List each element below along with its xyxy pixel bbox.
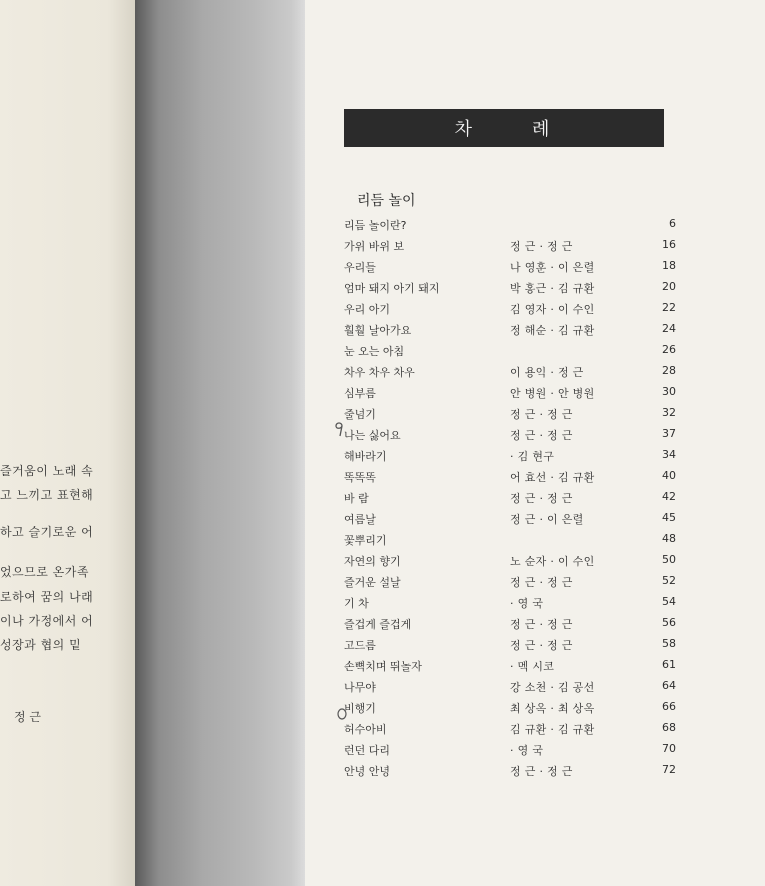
toc-title: 나무야 xyxy=(344,681,376,694)
toc-page: 22 xyxy=(662,301,676,314)
toc-title: 안녕 안녕 xyxy=(344,765,391,778)
toc-page: 42 xyxy=(662,490,676,503)
left-text-line-6: 이나 가정에서 어 xyxy=(0,614,94,628)
toc-authors: 안 병원 · 안 병원 xyxy=(510,387,595,400)
toc-title: 줄넘기 xyxy=(344,408,376,421)
toc-title: 똑똑똑 xyxy=(344,471,376,484)
book-gutter xyxy=(135,0,305,886)
toc-page: 20 xyxy=(662,280,676,293)
toc-authors: 이 용익 · 정 근 xyxy=(510,366,584,379)
toc-page: 26 xyxy=(662,343,676,356)
toc-page: 16 xyxy=(662,238,676,251)
handwritten-circle-mark xyxy=(337,708,347,720)
toc-authors: · 김 현구 xyxy=(510,450,555,463)
toc-page: 66 xyxy=(662,700,676,713)
left-signature: 정 근 xyxy=(14,710,41,724)
handwritten-mark-9 xyxy=(333,421,345,437)
toc-page: 30 xyxy=(662,385,676,398)
toc-page: 34 xyxy=(662,448,676,461)
toc-title: 해바라기 xyxy=(344,450,387,463)
toc-title: 눈 오는 아침 xyxy=(344,345,405,358)
toc-authors: 정 해순 · 김 규환 xyxy=(510,324,595,337)
toc-page: 6 xyxy=(669,217,676,230)
toc-authors: · 영 국 xyxy=(510,597,544,610)
toc-authors: 정 근 · 정 근 xyxy=(510,429,573,442)
toc-page: 72 xyxy=(662,763,676,776)
toc-authors: 정 근 · 정 근 xyxy=(510,408,573,421)
toc-title: 우리 아기 xyxy=(344,303,391,316)
toc-title-char-1: 차 xyxy=(454,119,476,140)
toc-title: 기 차 xyxy=(344,597,369,610)
toc-title: 즐거운 설날 xyxy=(344,576,401,589)
toc-page: 70 xyxy=(662,742,676,755)
toc-title-char-2: 례 xyxy=(532,119,554,140)
left-text-line-5: 로하여 꿈의 나래 xyxy=(0,590,94,604)
toc-page: 50 xyxy=(662,553,676,566)
toc-page: 48 xyxy=(662,532,676,545)
toc-authors: 어 효선 · 김 규환 xyxy=(510,471,595,484)
toc-title: 우리들 xyxy=(344,261,376,274)
toc-authors: 박 홍근 · 김 규환 xyxy=(510,282,595,295)
toc-page: 61 xyxy=(662,658,676,671)
toc-title: 가위 바위 보 xyxy=(344,240,405,253)
toc-title: 꽃뿌리기 xyxy=(344,534,387,547)
toc-title: 바 람 xyxy=(344,492,369,505)
toc-authors: 김 규환 · 김 규환 xyxy=(510,723,595,736)
left-text-line-2: 고 느끼고 표현해 xyxy=(0,488,94,502)
toc-page: 68 xyxy=(662,721,676,734)
toc-authors: 정 근 · 정 근 xyxy=(510,576,573,589)
toc-authors: · 멕 시코 xyxy=(510,660,555,673)
left-text-line-4: 었으므로 온가족 xyxy=(0,565,89,579)
toc-title: 자연의 향기 xyxy=(344,555,401,568)
toc-title: 즐겁게 즐겁게 xyxy=(344,618,412,631)
toc-title-bar xyxy=(344,109,664,147)
left-text-line-1: 즐거움이 노래 속 xyxy=(0,464,94,478)
toc-authors: · 영 국 xyxy=(510,744,544,757)
toc-title: 심부름 xyxy=(344,387,376,400)
toc-page: 28 xyxy=(662,364,676,377)
toc-authors: 최 상옥 · 최 상옥 xyxy=(510,702,595,715)
toc-authors: 정 근 · 이 은렬 xyxy=(510,513,584,526)
toc-page: 40 xyxy=(662,469,676,482)
toc-title: 엄마 돼지 아기 돼지 xyxy=(344,282,440,295)
toc-authors: 정 근 · 정 근 xyxy=(510,618,573,631)
left-page xyxy=(0,0,135,886)
toc-page: 32 xyxy=(662,406,676,419)
toc-authors: 강 소천 · 김 공선 xyxy=(510,681,595,694)
toc-title: 손뼉치며 뛰놀자 xyxy=(344,660,422,673)
toc-page: 24 xyxy=(662,322,676,335)
toc-title: 런던 다리 xyxy=(344,744,391,757)
left-text-line-7: 성장과 협의 밑 xyxy=(0,638,82,652)
toc-title: 차우 차우 차우 xyxy=(344,366,415,379)
toc-page: 52 xyxy=(662,574,676,587)
left-text-line-3: 하고 슬기로운 어 xyxy=(0,525,94,539)
toc-page: 18 xyxy=(662,259,676,272)
toc-title: 나는 싫어요 xyxy=(344,429,401,442)
toc-page: 64 xyxy=(662,679,676,692)
toc-page: 45 xyxy=(662,511,676,524)
toc-authors: 정 근 · 정 근 xyxy=(510,639,573,652)
toc-page: 37 xyxy=(662,427,676,440)
toc-title: 고드름 xyxy=(344,639,376,652)
toc-authors: 나 영훈 · 이 은렬 xyxy=(510,261,595,274)
toc-authors: 정 근 · 정 근 xyxy=(510,765,573,778)
toc-title: 훨훨 날아가요 xyxy=(344,324,412,337)
toc-authors: 노 순자 · 이 수인 xyxy=(510,555,595,568)
toc-authors: 정 근 · 정 근 xyxy=(510,240,573,253)
toc-page: 58 xyxy=(662,637,676,650)
toc-title: 여름날 xyxy=(344,513,376,526)
toc-title: 허수아비 xyxy=(344,723,387,736)
toc-page: 56 xyxy=(662,616,676,629)
toc-page: 54 xyxy=(662,595,676,608)
toc-authors: 김 영자 · 이 수인 xyxy=(510,303,595,316)
toc-title: 리듬 놀이란? xyxy=(344,219,407,232)
toc-authors: 정 근 · 정 근 xyxy=(510,492,573,505)
toc-title: 비행기 xyxy=(344,702,376,715)
section-heading: 리듬 놀이 xyxy=(357,193,416,209)
